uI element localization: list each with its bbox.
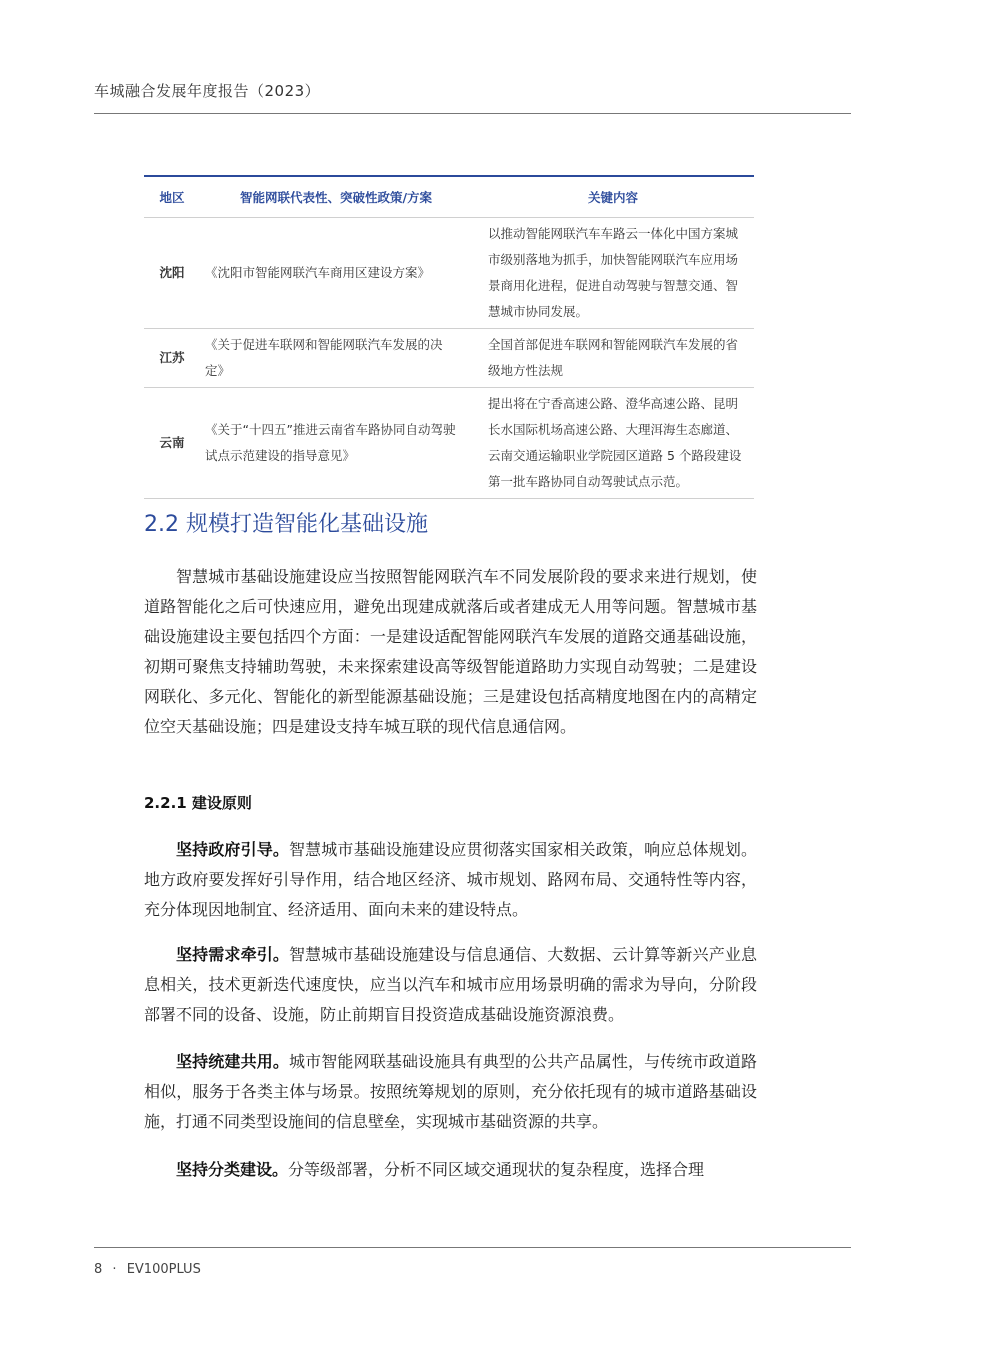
content-cell: 全国首部促进车联网和智能网联汽车发展的省级地方性法规 <box>472 329 754 388</box>
principle-paragraph <box>144 940 757 1030</box>
table-row <box>144 329 754 388</box>
principle-lead: 坚持分类建设。 <box>176 1160 289 1179</box>
footer-separator: · <box>112 1262 117 1277</box>
principle-text: 智慧城市基础设施建设与信息通信、大数据、云计算等新兴产业息息相关，技术更新迭代速度快，应当以汽车和城市应用场景明确的需求为导向，分阶段部署不同的设备、设施，防止前期盲目投资造成基础设施资源浪费。 <box>144 945 757 1024</box>
principle-paragraph <box>144 1047 757 1137</box>
page-number: 8 <box>94 1262 103 1277</box>
region-cell: 沈阳 <box>144 218 200 329</box>
principle-text: 城市智能网联基础设施具有典型的公共产品属性，与传统市政道路相似，服务于各类主体与场景。按照统筹规划的原则，充分依托现有的城市道路基础设施，打通不同类型设施间的信息壁垒，实现城市基础资源的共享。 <box>144 1052 757 1131</box>
policy-cell: 《沈阳市智能网联汽车商用区建设方案》 <box>200 218 472 329</box>
header-divider <box>94 113 851 114</box>
column-header-region: 地区 <box>144 176 200 218</box>
principle-text: 分等级部署，分析不同区域交通现状的复杂程度，选择合理 <box>288 1160 705 1179</box>
principle-lead: 坚持政府引导。 <box>176 840 289 859</box>
column-header-policy: 智能网联代表性、突破性政策/方案 <box>200 176 472 218</box>
principle-lead: 坚持需求牵引。 <box>176 945 289 964</box>
policy-cell: 《关于促进车联网和智能网联汽车发展的决定》 <box>200 329 472 388</box>
content-cell: 提出将在宁香高速公路、澄华高速公路、昆明长水国际机场高速公路、大理洱海生态廊道、云南交通运输职业学院园区道路 5 个路段建设第一批车路协同自动驾驶试点示范。 <box>472 388 754 499</box>
intro-paragraph: 智慧城市基础设施建设应当按照智能网联汽车不同发展阶段的要求来进行规划，使道路智能化之后可快速应用，避免出现建成就落后或者建成无人用等问题。智慧城市基础设施建设主要包括四个方面：一是建设适配智能网联汽车发展的道路交通基础设施，初期可聚焦支持辅助驾驶，未来探索建设高等级智能道路助力实现自动驾驶；二是建设网联化、多元化、智能化的新型能源基础设施；三是建设包括高精度地图在内的高精定位空天基础设施；四是建设支持车城互联的现代信息通信网。 <box>144 567 757 736</box>
principle-paragraph <box>144 1155 757 1185</box>
table-header-row <box>144 176 754 218</box>
region-cell: 江苏 <box>144 329 200 388</box>
table-row <box>144 388 754 499</box>
running-header: 车城融合发展年度报告（2023） <box>94 82 321 100</box>
footer-brand: EV100PLUS <box>126 1262 201 1277</box>
column-header-content: 关键内容 <box>472 176 754 218</box>
page-footer <box>94 1262 201 1277</box>
table-row <box>144 218 754 329</box>
principle-lead: 坚持统建共用。 <box>176 1052 289 1071</box>
policy-table <box>144 175 754 499</box>
content-cell: 以推动智能网联汽车车路云一体化中国方案城市级别落地为抓手，加快智能网联汽车应用场景商用化进程，促进自动驾驶与智慧交通、智慧城市协同发展。 <box>472 218 754 329</box>
principle-text: 智慧城市基础设施建设应贯彻落实国家相关政策，响应总体规划。地方政府要发挥好引导作用，结合地区经济、城市规划、路网布局、交通特性等内容，充分体现因地制宜、经济适用、面向未来的建设特点。 <box>144 840 757 919</box>
footer-divider <box>94 1247 851 1248</box>
region-cell: 云南 <box>144 388 200 499</box>
policy-cell: 《关于“十四五”推进云南省车路协同自动驾驶试点示范建设的指导意见》 <box>200 388 472 499</box>
principle-paragraph <box>144 835 757 925</box>
subsection-heading: 2.2.1 建设原则 <box>144 794 252 812</box>
section-heading: 2.2 规模打造智能化基础设施 <box>144 512 428 537</box>
